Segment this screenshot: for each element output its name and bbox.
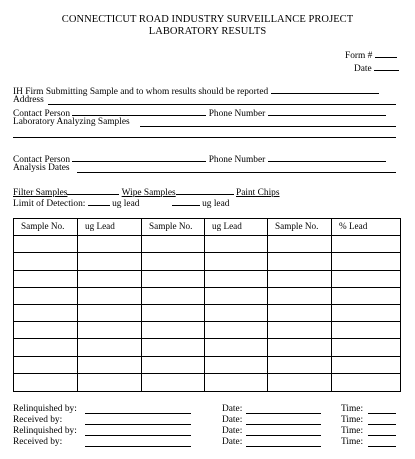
table-cell[interactable] (332, 271, 400, 288)
table-cell[interactable] (78, 374, 142, 391)
form-date-field[interactable] (354, 61, 399, 74)
form-date-blank[interactable] (374, 61, 399, 71)
table-cell[interactable] (205, 322, 268, 339)
lab-analyzing-label: Laboratory Analyzing Samples (13, 117, 130, 127)
table-cell[interactable] (14, 236, 78, 253)
received-by-2-label: Received by: (13, 437, 63, 447)
wipe-samples-rule (176, 185, 234, 195)
relinquished-by-2-label: Relinquished by: (13, 426, 77, 436)
firm-phone-blank[interactable] (268, 106, 386, 116)
table-cell[interactable] (142, 236, 205, 253)
table-cell[interactable] (332, 374, 400, 391)
firm-contact-blank[interactable] (72, 106, 206, 116)
lab-phone-blank[interactable] (268, 152, 386, 162)
table-cell[interactable] (205, 288, 268, 305)
form-number-field[interactable] (345, 48, 397, 61)
time-label-2: Time: (341, 415, 364, 425)
table-cell[interactable] (78, 253, 142, 270)
table-cell[interactable] (78, 288, 142, 305)
table-cell[interactable] (142, 271, 205, 288)
table-cell[interactable] (205, 339, 268, 356)
table-cell[interactable] (78, 339, 142, 356)
results-table (13, 218, 401, 392)
date-label-3: Date: (222, 426, 243, 436)
table-cell[interactable] (14, 271, 78, 288)
table-cell[interactable] (14, 305, 78, 322)
table-cell[interactable] (268, 236, 332, 253)
address-label: Address (13, 95, 44, 105)
firm-submitting-line[interactable] (13, 84, 379, 97)
table-cell[interactable] (332, 339, 400, 356)
firm-submitting-label: IH Firm Submitting Sample and to whom results should be reported (13, 87, 269, 97)
lod-label: Limit of Detection: (13, 199, 86, 209)
date-blank-2[interactable] (246, 424, 321, 425)
firm-submitting-blank[interactable] (271, 84, 379, 94)
lab-extra-blank[interactable] (13, 137, 396, 138)
date-label-1: Date: (222, 404, 243, 414)
limit-of-detection-line[interactable] (13, 196, 229, 209)
filter-samples-rule (67, 185, 119, 195)
table-cell[interactable] (142, 253, 205, 270)
table-cell[interactable] (205, 305, 268, 322)
table-cell[interactable] (205, 357, 268, 374)
time-label-4: Time: (341, 437, 364, 447)
table-cell[interactable] (142, 305, 205, 322)
lod-unit-1: ug lead (112, 199, 140, 209)
table-cell[interactable] (78, 305, 142, 322)
table-cell[interactable] (268, 374, 332, 391)
analysis-dates-blank[interactable] (77, 172, 396, 173)
relinquished-by-1-blank[interactable] (85, 413, 191, 414)
filter-samples-heading: Filter Samples (13, 188, 68, 198)
received-by-1-blank[interactable] (85, 424, 191, 425)
table-cell[interactable] (268, 288, 332, 305)
table-cell[interactable] (268, 305, 332, 322)
table-cell[interactable] (205, 374, 268, 391)
lab-contact-label: Contact Person (13, 155, 71, 165)
time-blank-2[interactable] (368, 424, 396, 425)
table-cell[interactable] (205, 253, 268, 270)
table-cell[interactable] (78, 271, 142, 288)
column-header-percent-lead: % Lead (332, 219, 400, 236)
time-label-1: Time: (341, 404, 364, 414)
lod-filter-blank[interactable] (88, 196, 110, 206)
lab-phone-label: Phone Number (208, 155, 266, 165)
time-label-3: Time: (341, 426, 364, 436)
lab-contact-blank[interactable] (72, 152, 206, 162)
table-cell[interactable] (268, 253, 332, 270)
form-date-label: Date (354, 64, 372, 74)
table-cell[interactable] (142, 339, 205, 356)
table-cell[interactable] (268, 357, 332, 374)
table-cell[interactable] (14, 357, 78, 374)
received-by-2-blank[interactable] (85, 446, 191, 447)
lod-wipe-blank[interactable] (172, 196, 200, 206)
address-blank[interactable] (48, 104, 396, 105)
date-label-2: Date: (222, 415, 243, 425)
table-cell[interactable] (78, 322, 142, 339)
column-header-sample-no-3: Sample No. (268, 219, 332, 236)
date-label-4: Date: (222, 437, 243, 447)
date-blank-3[interactable] (246, 435, 321, 436)
relinquished-by-2-blank[interactable] (85, 435, 191, 436)
table-cell[interactable] (332, 305, 400, 322)
table-cell[interactable] (332, 288, 400, 305)
received-by-1-label: Received by: (13, 415, 63, 425)
table-cell[interactable] (332, 322, 400, 339)
analysis-dates-label: Analysis Dates (13, 163, 70, 173)
table-cell[interactable] (14, 253, 78, 270)
time-blank-3[interactable] (368, 435, 396, 436)
form-subtitle: LABORATORY RESULTS (148, 26, 267, 37)
date-blank-1[interactable] (246, 413, 321, 414)
table-cell[interactable] (14, 339, 78, 356)
table-cell[interactable] (78, 236, 142, 253)
paint-chips-heading: Paint Chips (236, 188, 280, 198)
form-title: CONNECTICUT ROAD INDUSTRY SURVEILLANCE PROJECT (61, 14, 354, 25)
table-cell[interactable] (78, 357, 142, 374)
table-cell[interactable] (268, 339, 332, 356)
form-number-blank[interactable] (375, 48, 397, 58)
table-cell[interactable] (268, 322, 332, 339)
column-header-ug-lead-2: ug Lead (205, 219, 268, 236)
table-cell[interactable] (14, 322, 78, 339)
table-cell[interactable] (142, 357, 205, 374)
wipe-samples-heading: Wipe Samples (121, 188, 176, 198)
date-blank-4[interactable] (246, 446, 321, 447)
firm-contact-label: Contact Person (13, 109, 71, 119)
table-cell[interactable] (14, 288, 78, 305)
lab-analyzing-blank[interactable] (140, 126, 396, 127)
table-cell[interactable] (205, 271, 268, 288)
form-number-label: Form # (345, 51, 373, 61)
time-blank-4[interactable] (368, 446, 396, 447)
table-cell[interactable] (332, 357, 400, 374)
lod-unit-2: ug lead (202, 199, 230, 209)
table-cell[interactable] (142, 374, 205, 391)
table-cell[interactable] (142, 288, 205, 305)
column-header-sample-no-1: Sample No. (14, 219, 78, 236)
table-cell[interactable] (332, 253, 400, 270)
table-cell[interactable] (14, 374, 78, 391)
column-header-sample-no-2: Sample No. (142, 219, 205, 236)
firm-phone-label: Phone Number (208, 109, 266, 119)
table-cell[interactable] (268, 271, 332, 288)
relinquished-by-1-label: Relinquished by: (13, 404, 77, 414)
table-cell[interactable] (142, 322, 205, 339)
column-header-ug-lead-1: ug Lead (78, 219, 142, 236)
table-cell[interactable] (205, 236, 268, 253)
table-cell[interactable] (332, 236, 400, 253)
time-blank-1[interactable] (368, 413, 396, 414)
